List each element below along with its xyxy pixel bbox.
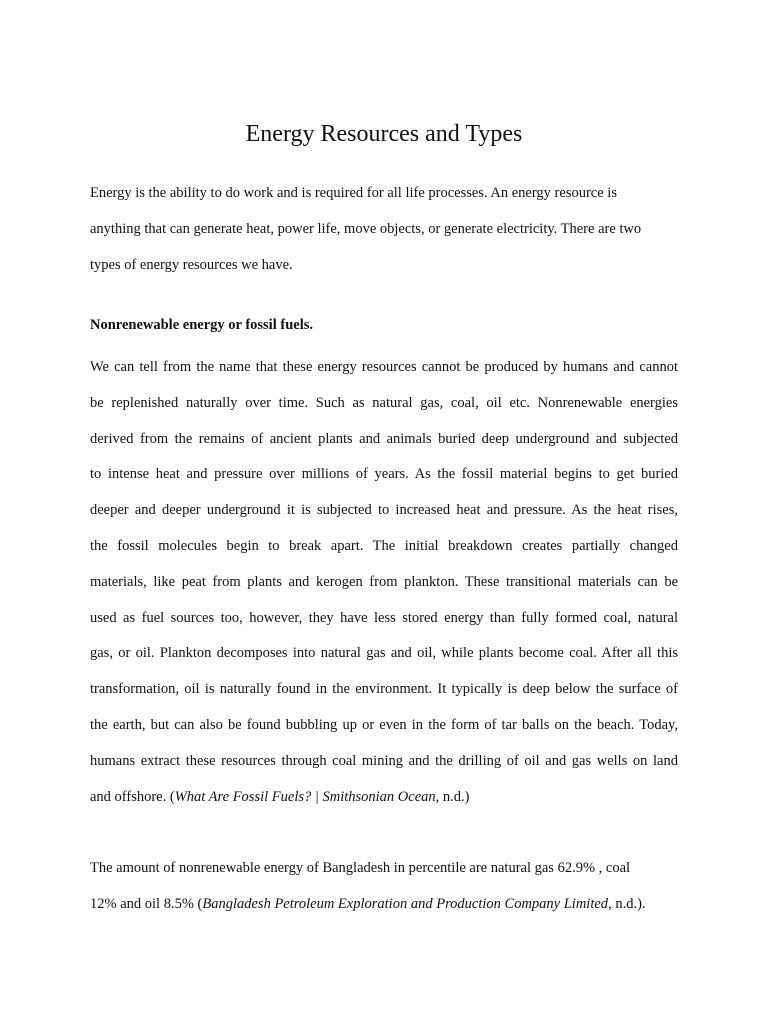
section-heading: Nonrenewable energy or fossil fuels. <box>90 317 313 333</box>
citation-title: Bangladesh Petroleum Exploration and Production Company Limited <box>202 895 609 912</box>
paragraph-line: materials, like peat from plants and kerogen from plankton. These transitional materials can be <box>90 573 678 590</box>
paragraph-line: humans extract these resources through coal mining and the drilling of oil and gas wells on land <box>90 752 678 769</box>
paragraph-line: gas, or oil. Plankton decomposes into natural gas and oil, while plants become coal. After all this <box>90 645 678 662</box>
paragraph-line: We can tell from the name that these energy resources cannot be produced by humans and cannot <box>90 359 678 375</box>
paragraph-line: The amount of nonrenewable energy of Bangladesh in percentile are natural gas 62.9% , coal <box>90 860 631 876</box>
bangladesh-paragraph <box>90 851 678 923</box>
paragraph-last-line <box>90 780 678 816</box>
intro-line: Energy is the ability to do work and is required for all life processes. An energy resource is <box>90 185 617 201</box>
paragraph-line: to intense heat and pressure over millions of years. As the fossil material begins to get buried <box>90 466 678 483</box>
intro-paragraph <box>90 176 678 283</box>
citation-title: What Are Fossil Fuels? | Smithsonian Ocean <box>174 788 436 805</box>
paragraph-line: be replenished naturally over time. Such as natural gas, coal, oil etc. Nonrenewable energies <box>90 394 678 411</box>
paragraph-line: deeper and deeper underground it is subjected to increased heat and pressure. As the heat rises, <box>90 502 678 519</box>
paragraph-last-line <box>90 887 678 923</box>
fossil-fuels-paragraph <box>90 350 678 815</box>
intro-line: anything that can generate heat, power life, move objects, or generate electricity. There are two <box>90 220 642 237</box>
intro-line: types of energy resources we have. <box>90 256 293 273</box>
paragraph-line: transformation, oil is naturally found in the environment. It typically is deep below the surface of <box>90 681 678 698</box>
paragraph-line: the fossil molecules begin to break apart. The initial breakdown creates partially changed <box>90 537 678 554</box>
text-fragment: , n.d.). <box>608 895 646 912</box>
paragraph-line: the earth, but can also be found bubbling up or even in the form of tar balls on the beach. Today, <box>90 716 678 733</box>
text-fragment: 12% and oil 8.5% ( <box>90 895 203 912</box>
document-title: Energy Resources and Types <box>245 121 523 147</box>
text-fragment: , n.d.) <box>435 788 470 805</box>
paragraph-line: used as fuel sources too, however, they have less stored energy than fully formed coal, natural <box>90 609 678 626</box>
text-fragment: and offshore. ( <box>90 788 175 805</box>
paragraph-line: derived from the remains of ancient plants and animals buried deep underground and subjected <box>90 430 678 447</box>
